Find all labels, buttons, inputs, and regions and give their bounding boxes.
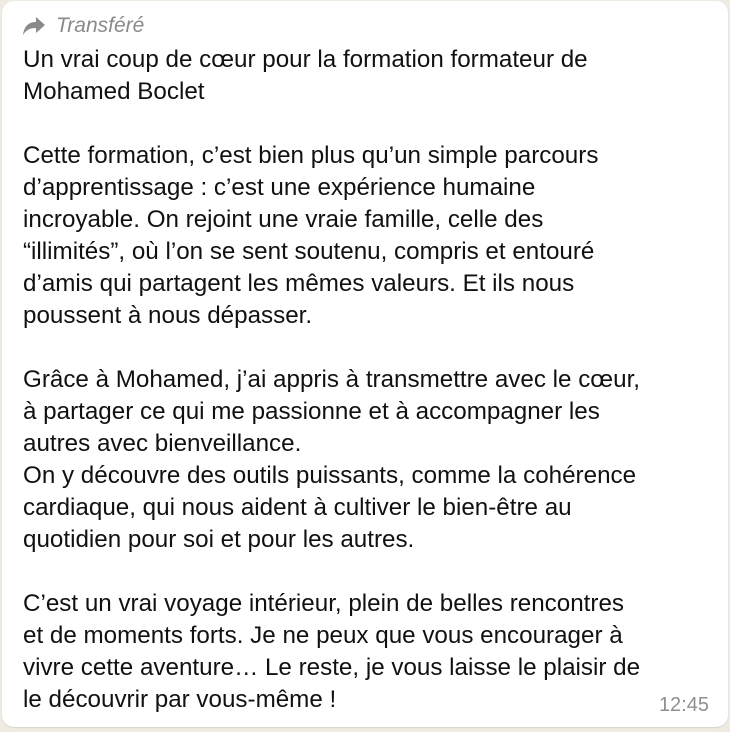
- forwarded-indicator: [22, 13, 144, 39]
- message-timestamp: 12:45: [658, 694, 709, 716]
- message-paragraph: C’est un vrai voyage intérieur, plein de belles rencontres et de moments forts. Je ne peux que vous encourager à vivre cette aventure… Le reste, je vous laisse le plaisir de le découvrir par vous-même !: [23, 590, 641, 713]
- forwarded-label: Transféré: [56, 14, 145, 37]
- message-text: [23, 44, 723, 716]
- message-paragraph: Grâce à Mohamed, j’ai appris à transmettre avec le cœur, à partager ce qui me passionne et à accompagner les autres avec bienveillance. On y découvre des outils puissants, comme la cohérence cardiaque, qui nous aident à cultiver le bien-être au quotidien pour soi et pour les autres.: [23, 366, 641, 553]
- message-paragraph: Cette formation, c’est bien plus qu’un simple parcours d’apprentissage : c’est une expérience humaine incroyable. On rejoint une vraie famille, celle des “illimités”, où l’on se sent soutenu, compris et entouré d’amis qui partagent les mêmes valeurs. Et ils nous poussent à nous dépasser.: [23, 142, 599, 329]
- forward-arrow-icon: [22, 15, 48, 37]
- message-paragraph: Un vrai coup de cœur pour la formation formateur de Mohamed Boclet: [23, 46, 588, 105]
- message-bubble[interactable]: [2, 1, 728, 727]
